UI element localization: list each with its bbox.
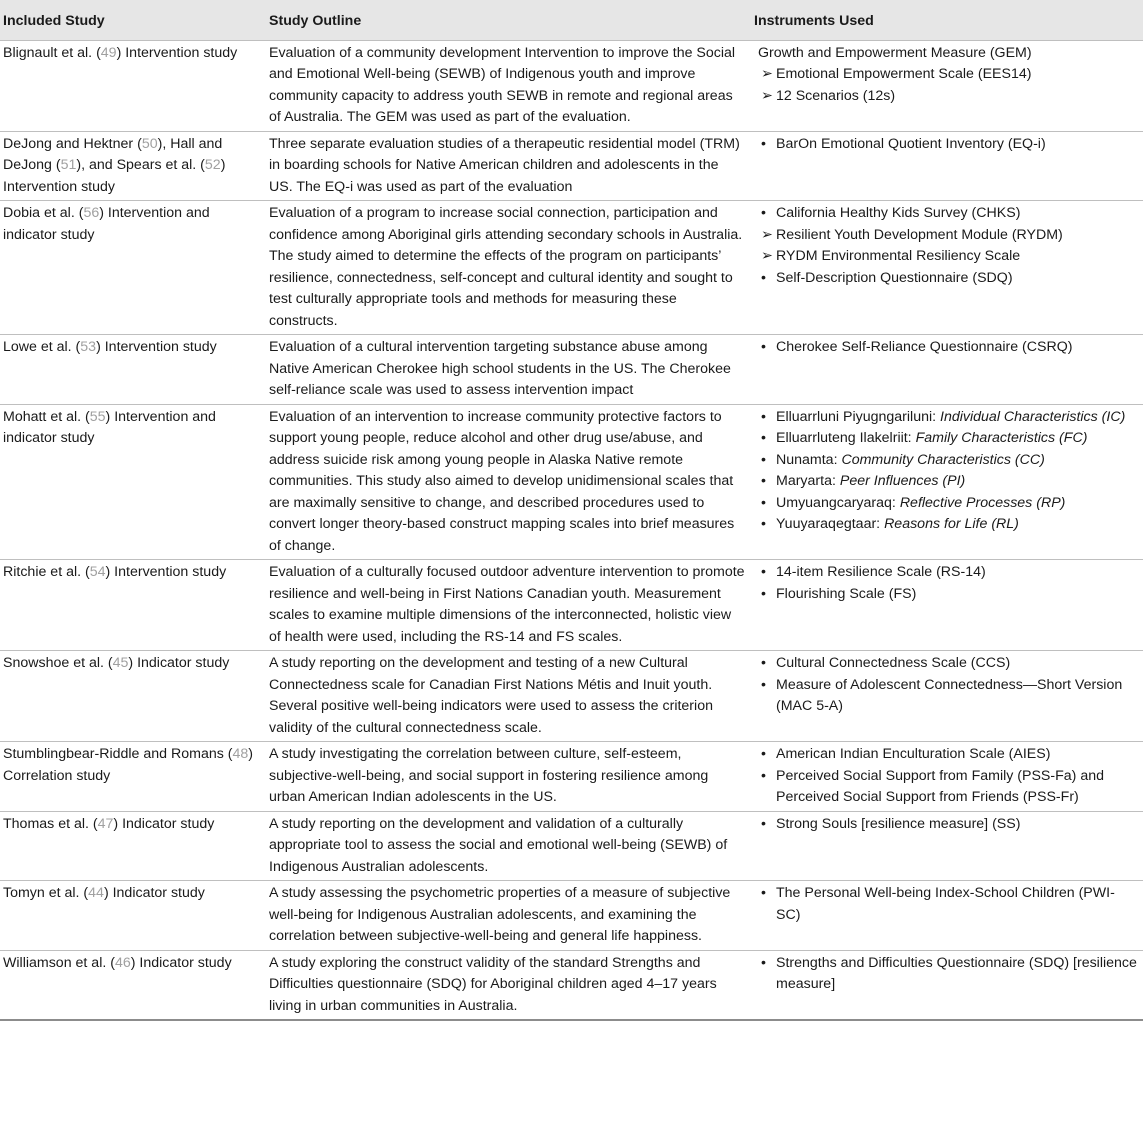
- instrument-list: [758, 134, 1137, 156]
- included-study-cell: [0, 811, 262, 881]
- study-text: ) Indicator study: [113, 815, 215, 832]
- study-text: DeJong and Hektner (: [3, 135, 142, 152]
- instrument-name: [776, 268, 1137, 290]
- instrument-label: The Personal Well-being Index-School Children (PWI-SC): [776, 885, 1115, 923]
- instrument-domain: Reasons for Life (RL): [884, 516, 1019, 532]
- reference-number: 52: [204, 157, 221, 173]
- instrument-item: [758, 744, 1137, 766]
- instrument-item: [758, 675, 1137, 718]
- bullet-icon: •: [761, 269, 766, 286]
- reference-number: 53: [80, 339, 97, 355]
- study-text: ) Intervention study: [116, 44, 238, 61]
- included-study-cell: [0, 404, 262, 560]
- table-row: [0, 742, 1143, 812]
- bullet-icon: •: [761, 585, 766, 602]
- instrument-item: [758, 766, 1137, 809]
- table-row: [0, 881, 1143, 951]
- instrument-list: [758, 337, 1137, 359]
- bullet-icon: •: [761, 339, 766, 355]
- bullet-icon: •: [761, 676, 766, 693]
- reference-number: 49: [100, 44, 117, 61]
- study-text: ) Indicator study: [103, 885, 205, 901]
- instruments-cell: [751, 950, 1143, 1020]
- instrument-domain: Reflective Processes (RP): [899, 494, 1066, 511]
- instrument-name: [776, 514, 1137, 536]
- instruments-cell: [751, 404, 1143, 560]
- table-row: [0, 201, 1143, 335]
- instrument-label: Emotional Empowerment Scale (EES14): [776, 66, 1032, 82]
- instrument-domain: Family Characteristics (FC): [915, 430, 1088, 446]
- instrument-item: [758, 86, 1137, 108]
- instrument-name: [776, 203, 1137, 225]
- instrument-name: [776, 653, 1137, 675]
- instrument-name: [776, 766, 1137, 809]
- instruments-cell: [751, 742, 1143, 812]
- included-study-cell: [0, 881, 262, 951]
- instruments-cell: [751, 881, 1143, 951]
- study-outline-cell: Evaluation of a culturally focused outdoor adventure intervention to promote resilience and well-being in First Nations Canadian youth. Measurement scales to examine multiple dimensions of the interconnected, holistic view of health were used, including the RS-14 and FS scales.: [262, 560, 751, 651]
- instrument-item: [758, 450, 1137, 472]
- instrument-name: [776, 246, 1137, 268]
- instrument-label: Maryarta:: [776, 473, 840, 489]
- study-outline-cell: Evaluation of an intervention to increase community protective factors to support young people, reduce alcohol and other drug use/abuse, and address suicide risk among young people in Alaska Native remote communities. This study also aimed to develop unidimensional scales that are maximally sensitive to change, and described procedures used to convert longer theory-based construct mapping scales into brief measures of change.: [262, 404, 751, 560]
- instrument-item: [758, 514, 1137, 536]
- included-study-cell: [0, 651, 262, 742]
- instruments-cell: [751, 131, 1143, 201]
- bullet-icon: •: [761, 430, 766, 446]
- instrument-label: Yuuyaraqegtaar:: [776, 516, 885, 532]
- study-text: Thomas et al. (: [3, 815, 98, 832]
- table-row: [0, 651, 1143, 742]
- instruments-cell: [751, 651, 1143, 742]
- instrument-label: Measure of Adolescent Connectedness—Short Version (MAC 5-A): [776, 676, 1123, 714]
- included-study-cell: [0, 950, 262, 1020]
- instrument-domain: Community Characteristics (CC): [841, 451, 1045, 468]
- instrument-item: [758, 407, 1137, 429]
- instrument-item: [758, 337, 1137, 359]
- header-included-study: Included Study: [0, 0, 262, 40]
- included-study-cell: [0, 742, 262, 812]
- study-outline-cell: Evaluation of a community development Intervention to improve the Social and Emotional Well-being (SEWB) of Indigenous youth and improve community capacity to address youth SEWB in remote and regional areas of Australia. The GEM was used as part of the evaluation.: [262, 40, 751, 131]
- header-instruments-used: Instruments Used: [751, 0, 1143, 40]
- instrument-label: Nunamta:: [776, 451, 842, 468]
- study-outline-cell: Evaluation of a cultural intervention targeting substance abuse among Native American Cherokee high school students in the US. The Cherokee self-reliance scale was used to assess intervention impact: [262, 335, 751, 405]
- instrument-item: [758, 268, 1137, 290]
- table-row: [0, 404, 1143, 560]
- table-row: [0, 335, 1143, 405]
- reference-number: 55: [89, 408, 106, 425]
- instrument-item: [758, 203, 1137, 225]
- study-text: Ritchie et al. (: [3, 564, 90, 580]
- bullet-icon: •: [761, 746, 766, 762]
- instrument-item: [758, 43, 1137, 65]
- study-outline-cell: A study exploring the construct validity of the standard Strengths and Difficulties questionnaire (SDQ) for Aboriginal children aged 4–17 years living in urban communities in Australia.: [262, 950, 751, 1020]
- reference-number: 50: [141, 135, 158, 152]
- study-text: Lowe et al. (: [3, 339, 81, 355]
- instrument-name: [776, 428, 1137, 450]
- instrument-label: RYDM Environmental Resiliency Scale: [776, 248, 1021, 264]
- study-outline-cell: A study reporting on the development and testing of a new Cultural Connectedness scale for Canadian First Nations Métis and Inuit youth. Several positive well-being indicators were used to assess the criterion validity of the cultural connectedness scale.: [262, 651, 751, 742]
- instruments-cell: [751, 811, 1143, 881]
- instrument-list: [758, 953, 1137, 996]
- instrument-name: [776, 471, 1137, 493]
- instrument-domain: Peer Influences (PI): [839, 473, 966, 489]
- header-study-outline: Study Outline: [262, 0, 751, 40]
- study-outline-cell: A study assessing the psychometric properties of a measure of subjective well-being for Indigenous Australian adolescents, and examining the correlation between subjective-well-being and general life happiness.: [262, 881, 751, 951]
- instruments-cell: [751, 560, 1143, 651]
- instrument-item: [758, 134, 1137, 156]
- bullet-icon: •: [761, 954, 766, 971]
- instrument-name: [758, 43, 1137, 65]
- arrow-bullet-icon: ➢: [761, 248, 773, 264]
- instrument-name: [776, 64, 1137, 86]
- instrument-item: [758, 428, 1137, 450]
- instruments-cell: [751, 335, 1143, 405]
- instrument-list: [758, 562, 1137, 605]
- instrument-list: [758, 653, 1137, 718]
- reference-number: 51: [60, 157, 77, 173]
- instrument-label: American Indian Enculturation Scale (AIES): [776, 746, 1051, 762]
- reference-number: 54: [89, 564, 106, 580]
- bullet-icon: •: [761, 451, 766, 468]
- instrument-item: [758, 64, 1137, 86]
- study-text: ) Intervention study: [3, 157, 226, 195]
- included-study-cell: [0, 131, 262, 201]
- instrument-list: [758, 883, 1137, 926]
- instrument-name: [776, 744, 1137, 766]
- table-row: [0, 950, 1143, 1020]
- table-row: [0, 40, 1143, 131]
- bullet-icon: •: [761, 564, 766, 580]
- instrument-name: [776, 134, 1137, 156]
- bullet-icon: •: [761, 473, 766, 489]
- study-text: ) Intervention study: [96, 339, 217, 355]
- bullet-icon: •: [761, 885, 766, 901]
- instrument-name: [776, 225, 1137, 247]
- included-study-cell: [0, 201, 262, 335]
- instrument-list: [758, 203, 1137, 289]
- instrument-name: [776, 337, 1137, 359]
- study-outline-cell: A study investigating the correlation between culture, self-esteem, subjective-well-being, and social support in fostering resilience among urban American Indian adolescents in the US.: [262, 742, 751, 812]
- instrument-name: [776, 584, 1137, 606]
- bullet-icon: •: [761, 516, 766, 532]
- table-row: [0, 560, 1143, 651]
- study-outline-cell: Three separate evaluation studies of a therapeutic residential model (TRM) in boarding schools for Native American children and adolescents in the US. The EQ-i was used as part of the evaluation: [262, 131, 751, 201]
- instrument-label: Umyuangcaryaraq:: [776, 494, 900, 511]
- instrument-item: [758, 562, 1137, 584]
- arrow-bullet-icon: ➢: [761, 226, 773, 243]
- included-study-cell: [0, 560, 262, 651]
- instrument-label: Resilient Youth Development Module (RYDM): [776, 226, 1063, 243]
- instrument-item: [758, 584, 1137, 606]
- instrument-item: [758, 225, 1137, 247]
- study-text: Dobia et al. (: [3, 205, 84, 221]
- study-text: Mohatt et al. (: [3, 408, 90, 425]
- instrument-label: Strengths and Difficulties Questionnaire (SDQ) [resilience measure]: [776, 954, 1137, 992]
- study-text: ) Indicator study: [128, 655, 230, 671]
- study-text: ) Intervention and indicator study: [3, 408, 216, 446]
- table-body: [0, 40, 1143, 1020]
- bullet-icon: •: [761, 408, 766, 425]
- instrument-name: [776, 450, 1137, 472]
- instrument-name: [776, 86, 1137, 108]
- study-text: ) Intervention and indicator study: [3, 205, 210, 243]
- bullet-icon: •: [761, 205, 766, 221]
- reference-number: 48: [232, 746, 249, 762]
- instrument-item: [758, 883, 1137, 926]
- instrument-label: Cultural Connectedness Scale (CCS): [776, 655, 1011, 671]
- reference-number: 47: [97, 815, 114, 832]
- instrument-item: [758, 653, 1137, 675]
- study-text: ), and Spears et al. (: [76, 157, 205, 173]
- study-text: ) Correlation study: [3, 746, 253, 784]
- instrument-name: [776, 953, 1137, 996]
- instrument-name: [776, 493, 1137, 515]
- instrument-label: Elluarrluni Piyugngariluni:: [776, 408, 941, 425]
- instrument-label: Growth and Empowerment Measure (GEM): [758, 44, 1032, 61]
- instrument-label: California Healthy Kids Survey (CHKS): [776, 205, 1021, 221]
- study-text: Tomyn et al. (: [3, 885, 89, 901]
- instrument-list: [758, 43, 1137, 108]
- instrument-label: Self-Description Questionnaire (SDQ): [776, 269, 1013, 286]
- instrument-name: [776, 407, 1137, 429]
- study-text: ), Hall and DeJong (: [3, 135, 223, 173]
- study-text: ) Indicator study: [130, 954, 232, 971]
- arrow-bullet-icon: ➢: [761, 87, 773, 104]
- instrument-label: Flourishing Scale (FS): [776, 585, 917, 602]
- instrument-name: [776, 562, 1137, 584]
- instrument-label: Strong Souls [resilience measure] (SS): [776, 815, 1021, 832]
- instrument-item: [758, 246, 1137, 268]
- reference-number: 45: [112, 655, 129, 671]
- reference-number: 44: [88, 885, 104, 901]
- instrument-domain: Individual Characteristics (IC): [940, 408, 1126, 425]
- instruments-cell: [751, 201, 1143, 335]
- instrument-label: Perceived Social Support from Family (PSS-Fa) and Perceived Social Support from Friends (PSS-Fr): [776, 767, 1105, 805]
- instrument-list: [758, 744, 1137, 809]
- study-outline-cell: A study reporting on the development and validation of a culturally appropriate tool to assess the social and emotional well-being (SEWB) of Indigenous Australian adolescents.: [262, 811, 751, 881]
- bullet-icon: •: [761, 135, 766, 152]
- study-outline-cell: Evaluation of a program to increase social connection, participation and confidence among Aboriginal girls attending secondary schools in Australia. The study aimed to determine the effects of the program on participants’ resilience, connectedness, self-concept and cultural identity and sought to test culturally appropriate tools and methods for measuring these constructs.: [262, 201, 751, 335]
- study-text: Blignault et al. (: [3, 44, 101, 61]
- reference-number: 46: [114, 954, 131, 971]
- instrument-list: [758, 814, 1137, 836]
- instrument-label: Cherokee Self-Reliance Questionnaire (CSRQ): [776, 339, 1073, 355]
- instrument-item: [758, 493, 1137, 515]
- instrument-item: [758, 471, 1137, 493]
- instruments-cell: [751, 40, 1143, 131]
- study-text: ) Intervention study: [105, 564, 227, 580]
- instrument-label: 12 Scenarios (12s): [776, 87, 896, 104]
- study-text: Williamson et al. (: [3, 954, 115, 971]
- instrument-label: Elluarrluteng Ilakelriit:: [776, 430, 916, 446]
- bullet-icon: •: [761, 494, 766, 511]
- study-text: Stumblingbear-Riddle and Romans (: [3, 746, 233, 762]
- instrument-name: [776, 814, 1137, 836]
- table-row: [0, 811, 1143, 881]
- bullet-icon: •: [761, 767, 766, 784]
- table-row: [0, 131, 1143, 201]
- instrument-list: [758, 407, 1137, 536]
- study-text: Snowshoe et al. (: [3, 655, 113, 671]
- instrument-item: [758, 814, 1137, 836]
- bullet-icon: •: [761, 815, 766, 832]
- reference-number: 56: [83, 205, 100, 221]
- instrument-label: 14-item Resilience Scale (RS-14): [776, 564, 986, 580]
- included-study-cell: [0, 40, 262, 131]
- included-study-cell: [0, 335, 262, 405]
- instrument-label: BarOn Emotional Quotient Inventory (EQ-i): [776, 135, 1046, 152]
- table-header: [0, 0, 1143, 40]
- instrument-item: [758, 953, 1137, 996]
- bullet-icon: •: [761, 655, 766, 671]
- instrument-name: [776, 883, 1137, 926]
- instrument-name: [776, 675, 1137, 718]
- arrow-bullet-icon: ➢: [761, 66, 773, 82]
